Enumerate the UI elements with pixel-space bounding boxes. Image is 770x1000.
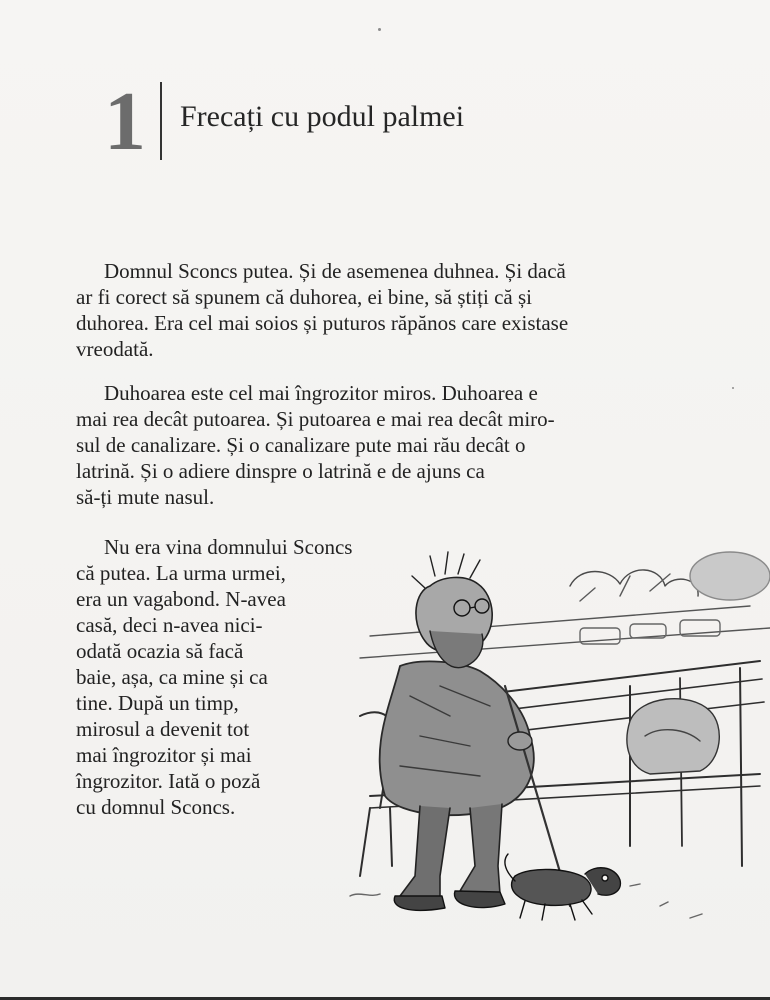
tramp-leg xyxy=(400,806,450,898)
text-line: casă, deci n-avea nici- xyxy=(76,613,263,637)
paragraph-1 xyxy=(76,258,696,362)
tramp-shoe xyxy=(394,896,445,910)
chapter-divider xyxy=(160,82,162,160)
text-line: latrină. Și o adiere dinspre o latrină e de ajuns ca xyxy=(76,459,485,483)
dog-eye xyxy=(602,875,608,881)
text-line: sul de canalizare. Și o canalizare pute mai rău decât o xyxy=(76,433,526,457)
tree-shade xyxy=(690,552,770,600)
text-line: să-ți mute nasul. xyxy=(76,485,215,509)
bag-shape xyxy=(627,699,719,774)
dog-body xyxy=(512,869,591,905)
page-speck xyxy=(378,28,381,31)
tramp-shoe xyxy=(454,891,505,908)
text-line: Nu era vina domnului Sconcs xyxy=(104,535,353,559)
text-line: Domnul Sconcs putea. Și de asemenea duhnea. Și dacă xyxy=(104,259,566,283)
text-line: odată ocazia să facă xyxy=(76,639,244,663)
tramp-leg xyxy=(460,804,502,894)
tramp-hand xyxy=(508,732,532,750)
paragraph-3 xyxy=(76,534,353,834)
text-line: duhorea. Era cel mai soios și puturos răpănos care existase xyxy=(76,311,569,335)
paragraph-2 xyxy=(76,380,696,510)
text-line: mai rea decât putoarea. Și putoarea e mai rea decât miro- xyxy=(76,407,555,431)
text-line: era un vagabond. N-avea xyxy=(76,587,286,611)
text-line: că putea. La urma urmei, xyxy=(76,561,286,585)
bench-leg xyxy=(740,668,742,866)
text-line: tine. După un timp, xyxy=(76,691,239,715)
tramp-illustration xyxy=(330,546,770,936)
text-line: cu domnul Sconcs. xyxy=(76,795,236,819)
text-line: îngrozitor. Iată o poză xyxy=(76,769,261,793)
chapter-number: 1 xyxy=(104,75,144,168)
text-line: vreodată. xyxy=(76,337,154,361)
text-line: mai îngrozitor și mai xyxy=(76,743,252,767)
text-line: ar fi corect să spunem că duhorea, ei bine, să știți că și xyxy=(76,285,532,309)
bench-leg xyxy=(360,808,392,876)
text-line: Duhoarea este cel mai îngrozitor miros. Duhoarea e xyxy=(104,381,538,405)
text-line: mirosul a devenit tot xyxy=(76,717,250,741)
bench-slat xyxy=(470,661,760,696)
chapter-title: Frecați cu podul palmei xyxy=(180,100,465,133)
text-line: baie, așa, ca mine și ca xyxy=(76,665,268,689)
page-speck xyxy=(732,387,734,389)
